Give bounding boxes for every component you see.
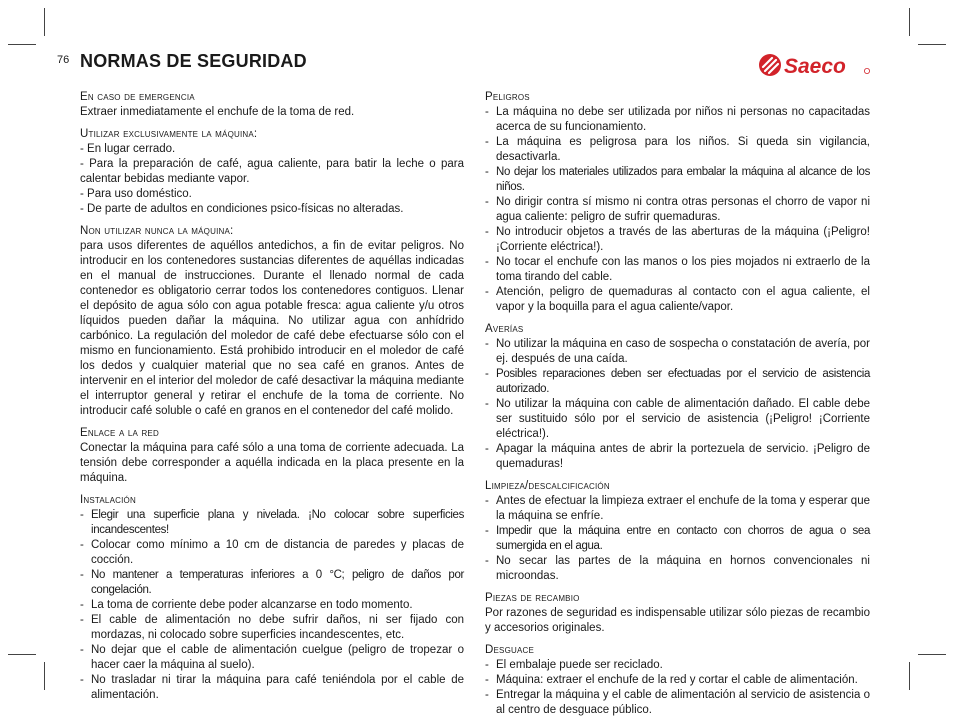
crop-mark — [918, 44, 946, 45]
section-disposal — [485, 643, 870, 718]
section-heading: Peligros — [485, 91, 530, 103]
section-text: Por razones de seguridad es indispensable utilizar sólo piezas de recambio y accesorios originales. — [485, 607, 870, 634]
list-item: - Elegir una superficie plana y nivelada. ¡No colocar sobre superficies incandescentes! — [80, 508, 464, 538]
list-item: - No utilizar la máquina en caso de sospecha o constatación de avería, por ej. después de una caída. — [485, 337, 870, 367]
list-item: - Impedir que la máquina entre en contacto con chorros de agua o sea sumergida en el agua. — [485, 524, 870, 554]
crop-mark — [8, 654, 36, 655]
list-item: - No dejar los materiales utilizados para embalar la máquina al alcance de los niños. — [485, 165, 870, 195]
section-faults — [485, 322, 870, 472]
list-item: - El cable de alimentación no debe sufrir daños, ni ser fijado con mordazas, ni colocado sobre superficies incandescentes, etc. — [80, 613, 464, 643]
list-item: - Atención, peligro de quemaduras al contacto con el agua caliente, el vapor y la boquilla para el agua caliente/vapor. — [485, 285, 870, 315]
page-title: NORMAS DE SEGURIDAD — [80, 51, 307, 71]
list-item: - No dirigir contra sí mismo ni contra otras personas el chorro de vapor ni agua caliente: peligro de sufrir quemaduras. — [485, 195, 870, 225]
list-item: - Antes de efectuar la limpieza extraer el enchufe de la toma y esperar que la máquina se enfríe. — [485, 494, 870, 524]
list-item: - La máquina es peligrosa para los niños. Si queda sin vigilancia, desactivarla. — [485, 135, 870, 165]
crop-mark — [44, 8, 45, 36]
section-emergency — [80, 90, 464, 120]
crop-mark — [909, 662, 910, 690]
section-dangers — [485, 90, 870, 315]
crop-mark — [909, 8, 910, 36]
list-item: - Para la preparación de café, agua caliente, para batir la leche o para calentar bebidas mediante vapor. — [80, 158, 464, 185]
section-heading: Enlace a la red — [80, 427, 159, 439]
section-heading: Utilizar exclusivamente la máquina: — [80, 128, 258, 140]
section-heading: Averías — [485, 323, 524, 335]
list-item: - No trasladar ni tirar la máquina para café teniéndola por el cable de alimentación. — [80, 673, 464, 703]
crop-mark — [44, 662, 45, 690]
list-item: - La máquina no debe ser utilizada por niños ni personas no capacitadas acerca de su funcionamiento. — [485, 105, 870, 135]
list-item: - En lugar cerrado. — [80, 143, 176, 155]
section-heading: Desguace — [485, 644, 535, 656]
section-heading: Piezas de recambio — [485, 592, 580, 604]
list-item: - Para uso doméstico. — [80, 188, 192, 200]
list-item: - Máquina: extraer el enchufe de la red y cortar el cable de alimentación. — [485, 673, 870, 688]
list-item: - No mantener a temperaturas inferiores a 0 °C; peligro de daños por congelación. — [80, 568, 464, 598]
section-never — [80, 224, 464, 419]
section-cleaning — [485, 479, 870, 584]
list-item: - Posibles reparaciones deben ser efectuadas por el servicio de asistencia autorizado. — [485, 367, 870, 397]
list-item: - No tocar el enchufe con las manos o los pies mojados ni extraerlo de la toma tirando del cable. — [485, 255, 870, 285]
crop-mark — [918, 654, 946, 655]
section-heading: En caso de emergencia — [80, 91, 195, 103]
list-item: - No secar las partes de la máquina en hornos convencionales ni microondas. — [485, 554, 870, 584]
list-item: - Apagar la máquina antes de abrir la portezuela de servicio. ¡Peligro de quemaduras! — [485, 442, 870, 472]
crop-mark — [8, 44, 36, 45]
list-item: - Colocar como mínimo a 10 cm de distancia de paredes y placas de cocción. — [80, 538, 464, 568]
right-column — [485, 90, 870, 725]
list-item: - De parte de adultos en condiciones psico-físicas no alteradas. — [80, 203, 404, 215]
list-item: - El embalaje puede ser reciclado. — [485, 658, 870, 673]
section-connection — [80, 426, 464, 486]
section-installation — [80, 493, 464, 703]
section-text: Conectar la máquina para café sólo a una toma de corriente adecuada. La tensión debe corresponder a aquélla indicada en la placa presente en la máquina. — [80, 442, 464, 484]
list-item: - No dejar que el cable de alimentación cuelgue (peligro de tropezar o hacer caer la máquina al suelo). — [80, 643, 464, 673]
saeco-logo — [757, 52, 872, 78]
section-heading: Non utilizar nunca la máquina: — [80, 225, 234, 237]
page-number: 76 — [57, 54, 70, 66]
section-heading: Limpieza/descalcificación — [485, 480, 610, 492]
section-text: para usos diferentes de aquéllos antedichos, a fin de evitar peligros. No introducir en los contenedores sustancias diferentes de aquéllas indicadas en el manual de instrucciones. Durante el llenado normal de cada contenedor es obligatorio cerrar todos los contenedores contiguos. Llenar el depósito de agua sólo con agua potable fresca: agua caliente y/u otros líquidos pueden dañar la máquina. No utilizar agua con anhídrido carbónico. La regulación del moledor de café debe efectuarse sólo con el mismo en funcionamiento. Está prohibido introducir en el moledor de café los dedos y cualquier material que no sea café en granos. Antes de intervenir en el interior del moledor de café desactivar la máquina mediante el interruptor general y retirar el enchufe de la toma de corriente. No introducir café soluble o café en granos en el contenedor del café molido. — [80, 240, 464, 417]
list-item: - Entregar la máquina y el cable de alimentación al servicio de asistencia o al centro de desguace público. — [485, 688, 870, 718]
section-heading: Instalación — [80, 494, 136, 506]
list-item: - No introducir objetos a través de las aberturas de la máquina (¡Peligro! ¡Corriente eléctrica!). — [485, 225, 870, 255]
left-column — [80, 90, 464, 710]
section-use — [80, 127, 464, 217]
brand-name: Saeco — [784, 55, 846, 78]
list-item: - La toma de corriente debe poder alcanzarse en todo momento. — [80, 598, 464, 613]
list-item: - No utilizar la máquina con cable de alimentación dañado. El cable debe ser sustituido sólo por el servicio de asistencia (¡Peligro! ¡Corriente eléctrica!). — [485, 397, 870, 442]
section-spares — [485, 591, 870, 636]
section-text: Extraer inmediatamente el enchufe de la toma de red. — [80, 106, 355, 118]
